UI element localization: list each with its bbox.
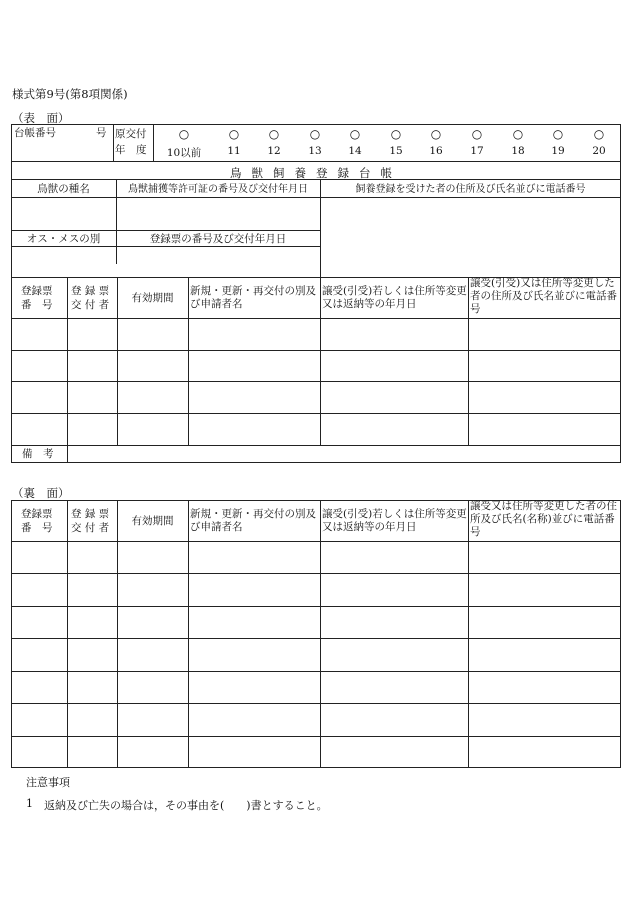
fiscal-year-circle[interactable]: ○ [471, 127, 483, 141]
slip-no-header-2: 番 号 [21, 299, 53, 311]
fiscal-year-label-1: 原交付 [115, 128, 147, 140]
fiscal-year-circle[interactable]: ○ [593, 127, 605, 141]
fiscal-year-label: 12 [267, 145, 281, 157]
permit-label: 鳥獣捕獲等許可証の番号及び交付年月日 [128, 184, 308, 195]
fiscal-year-circle[interactable]: ○ [178, 127, 190, 141]
issuer-header-1: 登 録 票 [71, 285, 110, 297]
fiscal-year-label: 11 [227, 145, 241, 157]
fiscal-year-label: 15 [389, 145, 403, 157]
fiscal-year-circle[interactable]: ○ [268, 127, 280, 141]
fiscal-year-circle[interactable]: ○ [309, 127, 321, 141]
application-header: 新規・更新・再交付の別及び申請者名 [190, 285, 316, 310]
note-item-number: 1 [26, 797, 33, 810]
back-slip-no-header-1: 登録票 [21, 508, 53, 520]
back-issuer-header-1: 登 録 票 [71, 508, 110, 520]
back-validity-header: 有効期間 [131, 515, 174, 527]
fiscal-year-label: 10以前 [166, 147, 202, 159]
slip-no-header-1: 登録票 [21, 285, 53, 297]
registrant-label: 飼養登録を受けた者の住所及び氏名並びに電話番号 [355, 184, 586, 195]
note-item-text: 返納及び亡失の場合は，その事由を( )書とすること。 [44, 799, 328, 812]
fiscal-year-label: 20 [592, 145, 606, 157]
ledger-title: 鳥獣飼養登録台帳 [230, 166, 402, 180]
fiscal-year-label: 16 [429, 145, 443, 157]
remarks-label: 備 考 [22, 448, 54, 460]
back-side-label: （裏 面） [12, 486, 70, 500]
notes-heading: 注意事項 [26, 776, 70, 789]
validity-header: 有効期間 [131, 292, 174, 304]
fiscal-year-circle[interactable]: ○ [512, 127, 524, 141]
fiscal-year-label: 14 [348, 145, 362, 157]
fiscal-year-label: 13 [308, 145, 322, 157]
back-transferee-header: 譲受又は住所等変更した者の住所及び氏名(名称)並びに電話番号 [470, 500, 617, 538]
issuer-header-2: 交 付 者 [71, 299, 110, 311]
slip-number-label: 登録票の番号及び交付年月日 [149, 233, 287, 245]
ledger-number-suffix: 号 [96, 127, 107, 139]
transferee-header: 譲受(引受)又は住所等変更した者の住所及び氏名並びに電話番号 [470, 277, 617, 315]
fiscal-year-label: 17 [470, 145, 484, 157]
species-label: 鳥獣の種名 [37, 183, 90, 195]
transfer-date-header: 譲受(引受)若しくは住所等変更又は返納等の年月日 [322, 285, 467, 310]
back-application-header: 新規・更新・再交付の別及び申請者名 [190, 508, 316, 533]
back-issuer-header-2: 交 付 者 [71, 522, 110, 534]
ledger-number-label: 台帳番号 [14, 127, 56, 139]
sex-label: オス・メスの別 [26, 233, 101, 245]
back-transfer-date-header: 譲受(引受)若しくは住所等変更又は返納等の年月日 [322, 508, 467, 533]
fiscal-year-circle[interactable]: ○ [228, 127, 240, 141]
fiscal-year-label: 18 [511, 145, 525, 157]
back-slip-no-header-2: 番 号 [21, 522, 53, 534]
fiscal-year-circle[interactable]: ○ [390, 127, 402, 141]
fiscal-year-circle[interactable]: ○ [430, 127, 442, 141]
fiscal-year-circle[interactable]: ○ [349, 127, 361, 141]
fiscal-year-label-2: 年 度 [115, 144, 147, 156]
form-title: 様式第9号(第8項関係) [12, 87, 128, 101]
fiscal-year-label: 19 [551, 145, 565, 157]
front-side-label: （表 面） [12, 111, 70, 125]
fiscal-year-circle[interactable]: ○ [552, 127, 564, 141]
